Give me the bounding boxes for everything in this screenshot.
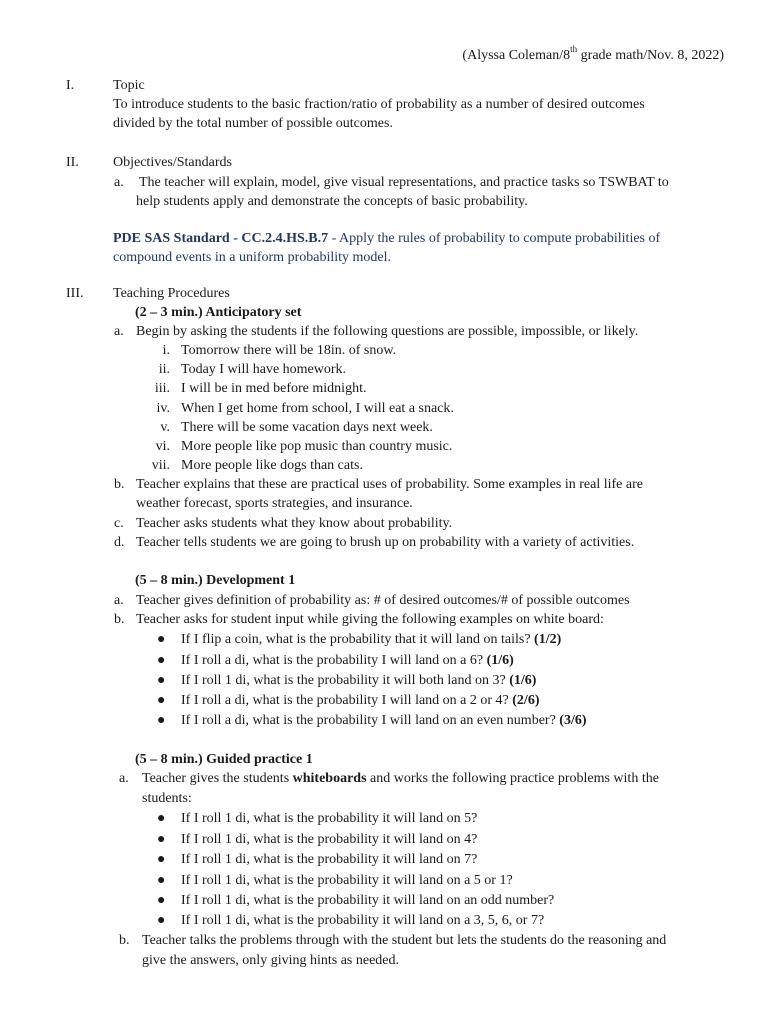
question-numeral: iii. <box>154 381 170 396</box>
topic-text-line1: To introduce students to the basic fraction/ratio of probability as a number of desired outcomes <box>113 97 645 112</box>
guided-a-letter: a. <box>119 771 129 786</box>
anticipatory-a-letter: a. <box>114 324 124 339</box>
question-numeral: vi. <box>155 439 170 454</box>
question-text: Today I will have homework. <box>181 362 347 377</box>
question-text: There will be some vacation days next week. <box>181 420 433 435</box>
standard-line2: compound events in a uniform probability model. <box>113 250 392 265</box>
bullet-icon: ● <box>157 873 166 888</box>
standard-code: PDE SAS Standard - CC.2.4.HS.B.7 <box>113 231 329 246</box>
example-item: If I flip a coin, what is the probability that it will land on tails? (1/2) <box>181 632 562 647</box>
example-answer: (1/6) <box>509 673 537 688</box>
bullet-icon: ● <box>157 832 166 847</box>
document-header <box>462 46 724 65</box>
anticipatory-heading: (2 – 3 min.) Anticipatory set <box>135 305 302 320</box>
practice-problem: If I roll 1 di, what is the probability it will land on 4? <box>181 832 478 847</box>
anticipatory-c-text: Teacher asks students what they know about probability. <box>136 516 453 531</box>
practice-problem: If I roll 1 di, what is the probability it will land on an odd number? <box>181 893 555 908</box>
header-superscript: th <box>570 44 578 55</box>
anticipatory-c-letter: c. <box>114 516 124 531</box>
guided-b-letter: b. <box>119 933 130 948</box>
anticipatory-d-text: Teacher tells students we are going to brush up on probability with a variety of activities. <box>136 535 635 550</box>
section-numeral-i: I. <box>66 78 75 93</box>
development-a-letter: a. <box>114 593 124 608</box>
question-numeral: v. <box>160 420 170 435</box>
bullet-icon: ● <box>157 852 166 867</box>
question-text: More people like pop music than country music. <box>181 439 453 454</box>
example-answer: (2/6) <box>512 693 540 708</box>
bullet-icon: ● <box>157 811 166 826</box>
example-item: If I roll a di, what is the probability I will land on a 6? (1/6) <box>181 653 514 668</box>
question-numeral: vii. <box>151 458 170 473</box>
bullet-icon: ● <box>157 632 166 647</box>
practice-problem: If I roll 1 di, what is the probability it will land on a 3, 5, 6, or 7? <box>181 913 545 928</box>
topic-text-line2: divided by the total number of possible outcomes. <box>113 116 393 131</box>
bullet-icon: ● <box>157 653 166 668</box>
guided-b-line2: give the answers, only giving hints as needed. <box>142 953 400 968</box>
example-item: If I roll a di, what is the probability I will land on a 2 or 4? (2/6) <box>181 693 540 708</box>
question-text: I will be in med before midnight. <box>181 381 367 396</box>
anticipatory-b-line2: weather forecast, sports strategies, and insurance. <box>136 496 413 511</box>
question-text: Tomorrow there will be 18in. of snow. <box>181 343 397 358</box>
anticipatory-d-letter: d. <box>114 535 125 550</box>
objective-a-line1: The teacher will explain, model, give visual representations, and practice tasks so TSWBAT to <box>139 175 669 190</box>
header-subject-date: grade math/Nov. 8, 2022) <box>577 48 724 63</box>
practice-problem: If I roll 1 di, what is the probability it will land on a 5 or 1? <box>181 873 513 888</box>
example-item: If I roll a di, what is the probability I will land on an even number? (3/6) <box>181 713 587 728</box>
standard-description-part1: - Apply the rules of probability to compute probabilities of <box>328 231 661 246</box>
bullet-icon: ● <box>157 673 166 688</box>
practice-problem: If I roll 1 di, what is the probability it will land on 5? <box>181 811 478 826</box>
guided-b-line1: Teacher talks the problems through with the student but lets the students do the reasoning and <box>142 933 667 948</box>
question-numeral: ii. <box>158 362 170 377</box>
bullet-icon: ● <box>157 713 166 728</box>
development-heading: (5 – 8 min.) Development 1 <box>135 573 296 588</box>
bullet-icon: ● <box>157 913 166 928</box>
practice-problem: If I roll 1 di, what is the probability it will land on 7? <box>181 852 478 867</box>
question-text: More people like dogs than cats. <box>181 458 363 473</box>
example-item: If I roll 1 di, what is the probability it will both land on 3? (1/6) <box>181 673 537 688</box>
example-answer: (3/6) <box>559 713 587 728</box>
standard-line1 <box>113 229 723 248</box>
guided-a-line2: students: <box>142 791 192 806</box>
question-numeral: iv. <box>156 401 170 416</box>
section-title-topic: Topic <box>113 78 145 93</box>
section-title-objectives: Objectives/Standards <box>113 155 232 170</box>
development-a-text: Teacher gives definition of probability as: # of desired outcomes/# of possible outcomes <box>136 593 630 608</box>
example-answer: (1/2) <box>534 632 562 647</box>
section-title-procedures: Teaching Procedures <box>113 286 230 301</box>
question-numeral: i. <box>162 343 170 358</box>
development-b-letter: b. <box>114 612 125 627</box>
objective-a-line2: help students apply and demonstrate the concepts of basic probability. <box>136 194 528 209</box>
header-author-grade: (Alyssa Coleman/8 <box>462 48 571 63</box>
example-answer: (1/6) <box>486 653 514 668</box>
bullet-icon: ● <box>157 893 166 908</box>
question-text: When I get home from school, I will eat a snack. <box>181 401 454 416</box>
bullet-icon: ● <box>157 693 166 708</box>
anticipatory-b-line1: Teacher explains that these are practical uses of probability. Some examples in real life are <box>136 477 643 492</box>
guided-a-line1: Teacher gives the students whiteboards and works the following practice problems with the <box>142 771 659 786</box>
whiteboards-emphasis: whiteboards <box>292 771 367 786</box>
development-b-text: Teacher asks for student input while giving the following examples on white board: <box>136 612 604 627</box>
anticipatory-a-text: Begin by asking the students if the following questions are possible, impossible, or likely. <box>136 324 639 339</box>
guided-heading: (5 – 8 min.) Guided practice 1 <box>135 752 313 767</box>
objective-a-letter: a. <box>114 175 124 190</box>
anticipatory-b-letter: b. <box>114 477 125 492</box>
section-numeral-iii: III. <box>66 286 84 301</box>
section-numeral-ii: II. <box>66 155 79 170</box>
